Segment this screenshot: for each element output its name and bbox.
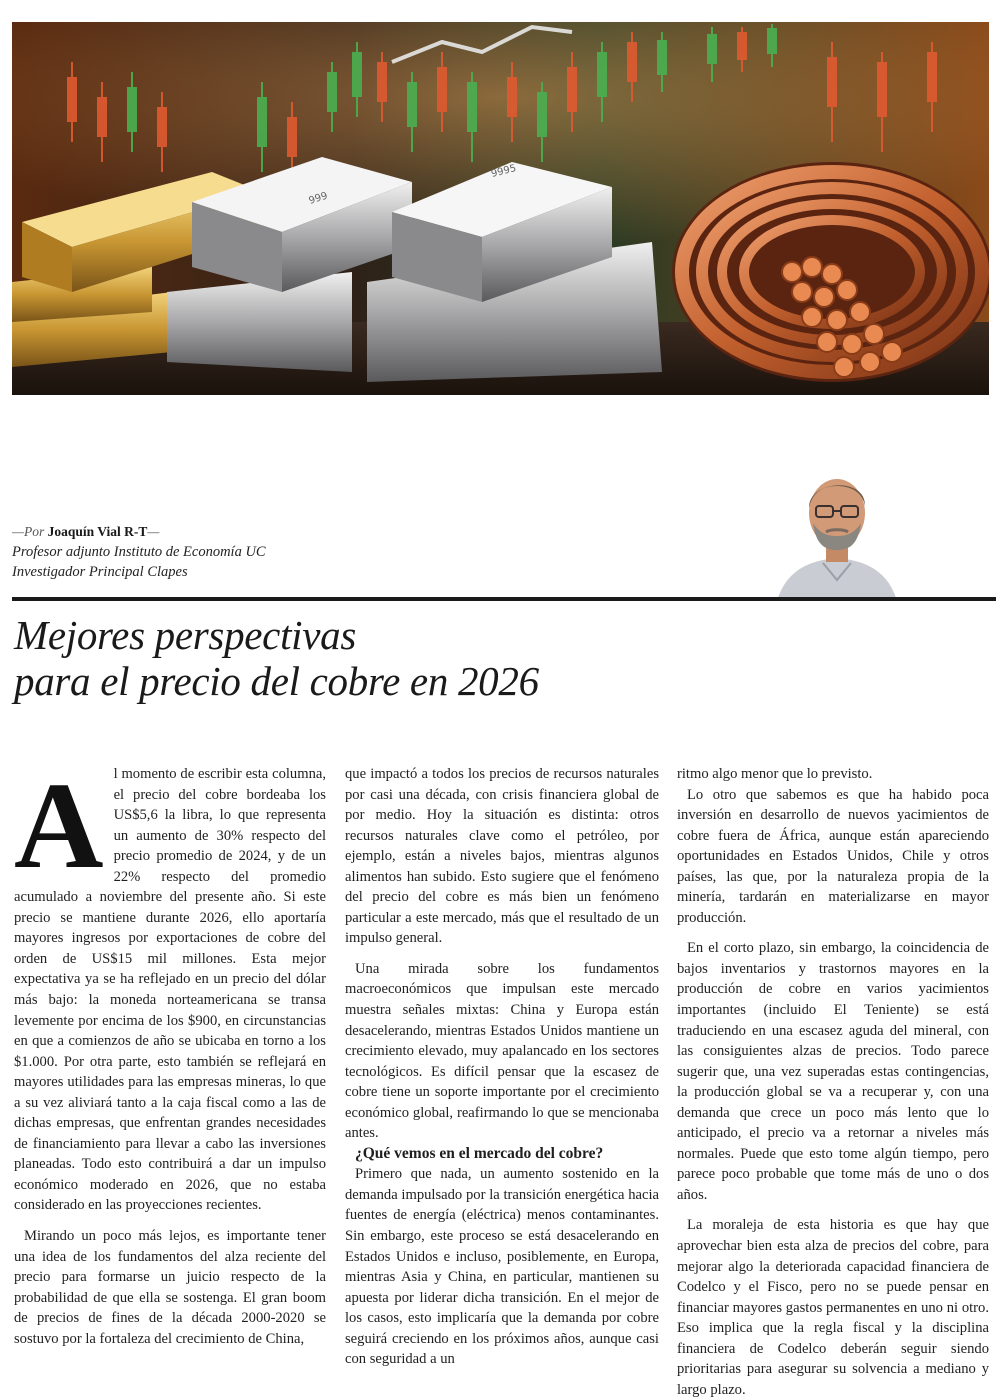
byline [12, 522, 266, 582]
author-line [12, 522, 266, 542]
hero-image [12, 22, 989, 395]
section-subheading: ¿Qué vemos en el mercado del cobre? [355, 1144, 604, 1162]
headline-line-1: Mejores perspectivas [14, 612, 357, 658]
article-column-3 [677, 764, 989, 1400]
hero-illustration [12, 22, 989, 395]
paragraph: La moraleja de esta historia es que hay que aprovechar bien esta alza de precios del cobre, para mejorar algo la deteriorada capacidad financiera de Codelco y el Fisco, pero no se puede pensar en financiar mayores gastos permanentes en uno ni otro. Eso implica que la regla fiscal y la disciplina financiera de Codelco deberán seguir siendo prioritarias para asegurar su solvencia a mediano y largo plazo. [677, 1217, 989, 1398]
author-role-1: Profesor adjunto Instituto de Economía UC [12, 544, 266, 560]
drop-cap: A [14, 757, 102, 894]
paragraph: Primero que nada, un aumento sostenido en la demanda impulsado por la transición energética hacia fuentes de energía (eléctrica) menos contaminantes. Sin embargo, este proceso se está desacelerando en Estados Unidos e incluso, posiblemente, en Europa, mientras Asia y China, en particular, mantienen su apuesta por liderar dicha transición. En el mejor de los casos, esto implicaría que la demanda por cobre seguirá creciendo en los próximos años, aunque casi con seguridad a un [345, 1166, 659, 1368]
paragraph: Una mirada sobre los fundamentos macroeconómicos que impulsan este mercado muestra señales mixtas: China y Europa están desacelerando, mientras Estados Unidos mantiene un crecimiento elevado, muy apalancado en los sectores tecnológicos. Es difícil pensar que la escasez de cobre tiene un soporte importante por el crecimiento económico global, reafirmando lo que se mencionaba antes. [345, 960, 659, 1142]
headline-line-2: para el precio del cobre en 2026 [14, 658, 539, 704]
article-column-2 [345, 764, 659, 1370]
paragraph: que impactó a todos los precios de recursos naturales por casi una década, con crisis financiera global de por medio. Hoy la situación es distinta: otros recursos naturales clave como el petróleo, por ejemplo, están a niveles bajos, mientras algunos alimentos han subido. Esto sugiere que el fenómeno del precio del cobre es más bien un fenómeno particular a este mercado, más que el resultado de un impulso general. [345, 766, 659, 947]
paragraph: Mirando un poco más lejos, es importante tener una idea de los fundamentos del alza reciente del precio para formarse un juicio respecto de la probabilidad de que ella se sostenga. El gran boom de precios de fines de la década 2000-2020 se sostuvo por la fortaleza del crecimiento de China, [14, 1228, 326, 1347]
byline-prefix: —Por [12, 524, 45, 539]
bar-stamp-999: 999 [307, 190, 330, 207]
article-column-1 [14, 757, 326, 1349]
paragraph-text: l momento de escribir esta columna, el precio del cobre bordeaba los US$5,6 la libra, lo que representa un aumento de 30% respecto del precio promedio de 2024, y de un 22% respecto del promedio acumulado a noviembre del presente año. Si este precio se mantiene durante 2026, ello aportaría mayores ingresos por exportaciones de cobre del orden de US$15 mil millones. Esta mejor expectativa ya se ha reflejado en un precio del dólar más bajo: la moneda norteamericana se transa levemente por encima de los $900, en circunstancias en que a comienzos de año se ubicaba en torno a los $1.000. Por otra parte, esto también se reflejará en mayores utilidades para las empresas mineras, lo que a su vez aliviará tanto a la caja fiscal como a las de dichas empresas, que enfrentan grandes necesidades de financiamiento para llevar a cabo las inversiones planeadas. Todo esto contribuirá a dar un impulso económico moderado en 2026, que no estaba considerado en las proyecciones recientes. [14, 766, 326, 1214]
paragraph: En el corto plazo, sin embargo, la coincidencia de bajos inventarios y trastornos mayores en la producción de cobre en varios yacimientos importantes (incluido El Teniente) se está traduciendo en una escasez aguda del mineral, con las consiguientes alzas de precios. Todo parece sugerir que, una vez superadas estas contingencias, la producción global se va a recuperar y, con una demanda que crece un poco más lento que lo anticipado, el precio va a retornar a niveles más normales. Puede que esto tome algún tiempo, pero parece poco probable que tome más de uno o dos años. [677, 940, 989, 1203]
copper-wire-coil [672, 162, 989, 382]
bar-stamp-9995: 9995 [490, 163, 518, 180]
author-name: Joaquín Vial R-T [47, 524, 148, 539]
paragraph: ritmo algo menor que lo previsto. [677, 766, 873, 782]
author-portrait [768, 468, 906, 598]
byline-suffix: — [147, 524, 160, 539]
paragraph: Lo otro que sabemos es que ha habido poca inversión en desarrollo de nuevos yacimientos de cobre fuera de África, aunque están apareciendo oportunidades en Estados Unidos, Chile y otros países, las que, por la naturaleza propia de la minería, tardarán en materializarse en mayor producción. [677, 786, 989, 926]
paragraph [14, 757, 326, 1216]
author-photo [768, 468, 906, 598]
header-rule [12, 597, 996, 601]
author-role-2: Investigador Principal Clapes [12, 564, 188, 580]
article-headline [14, 612, 714, 704]
